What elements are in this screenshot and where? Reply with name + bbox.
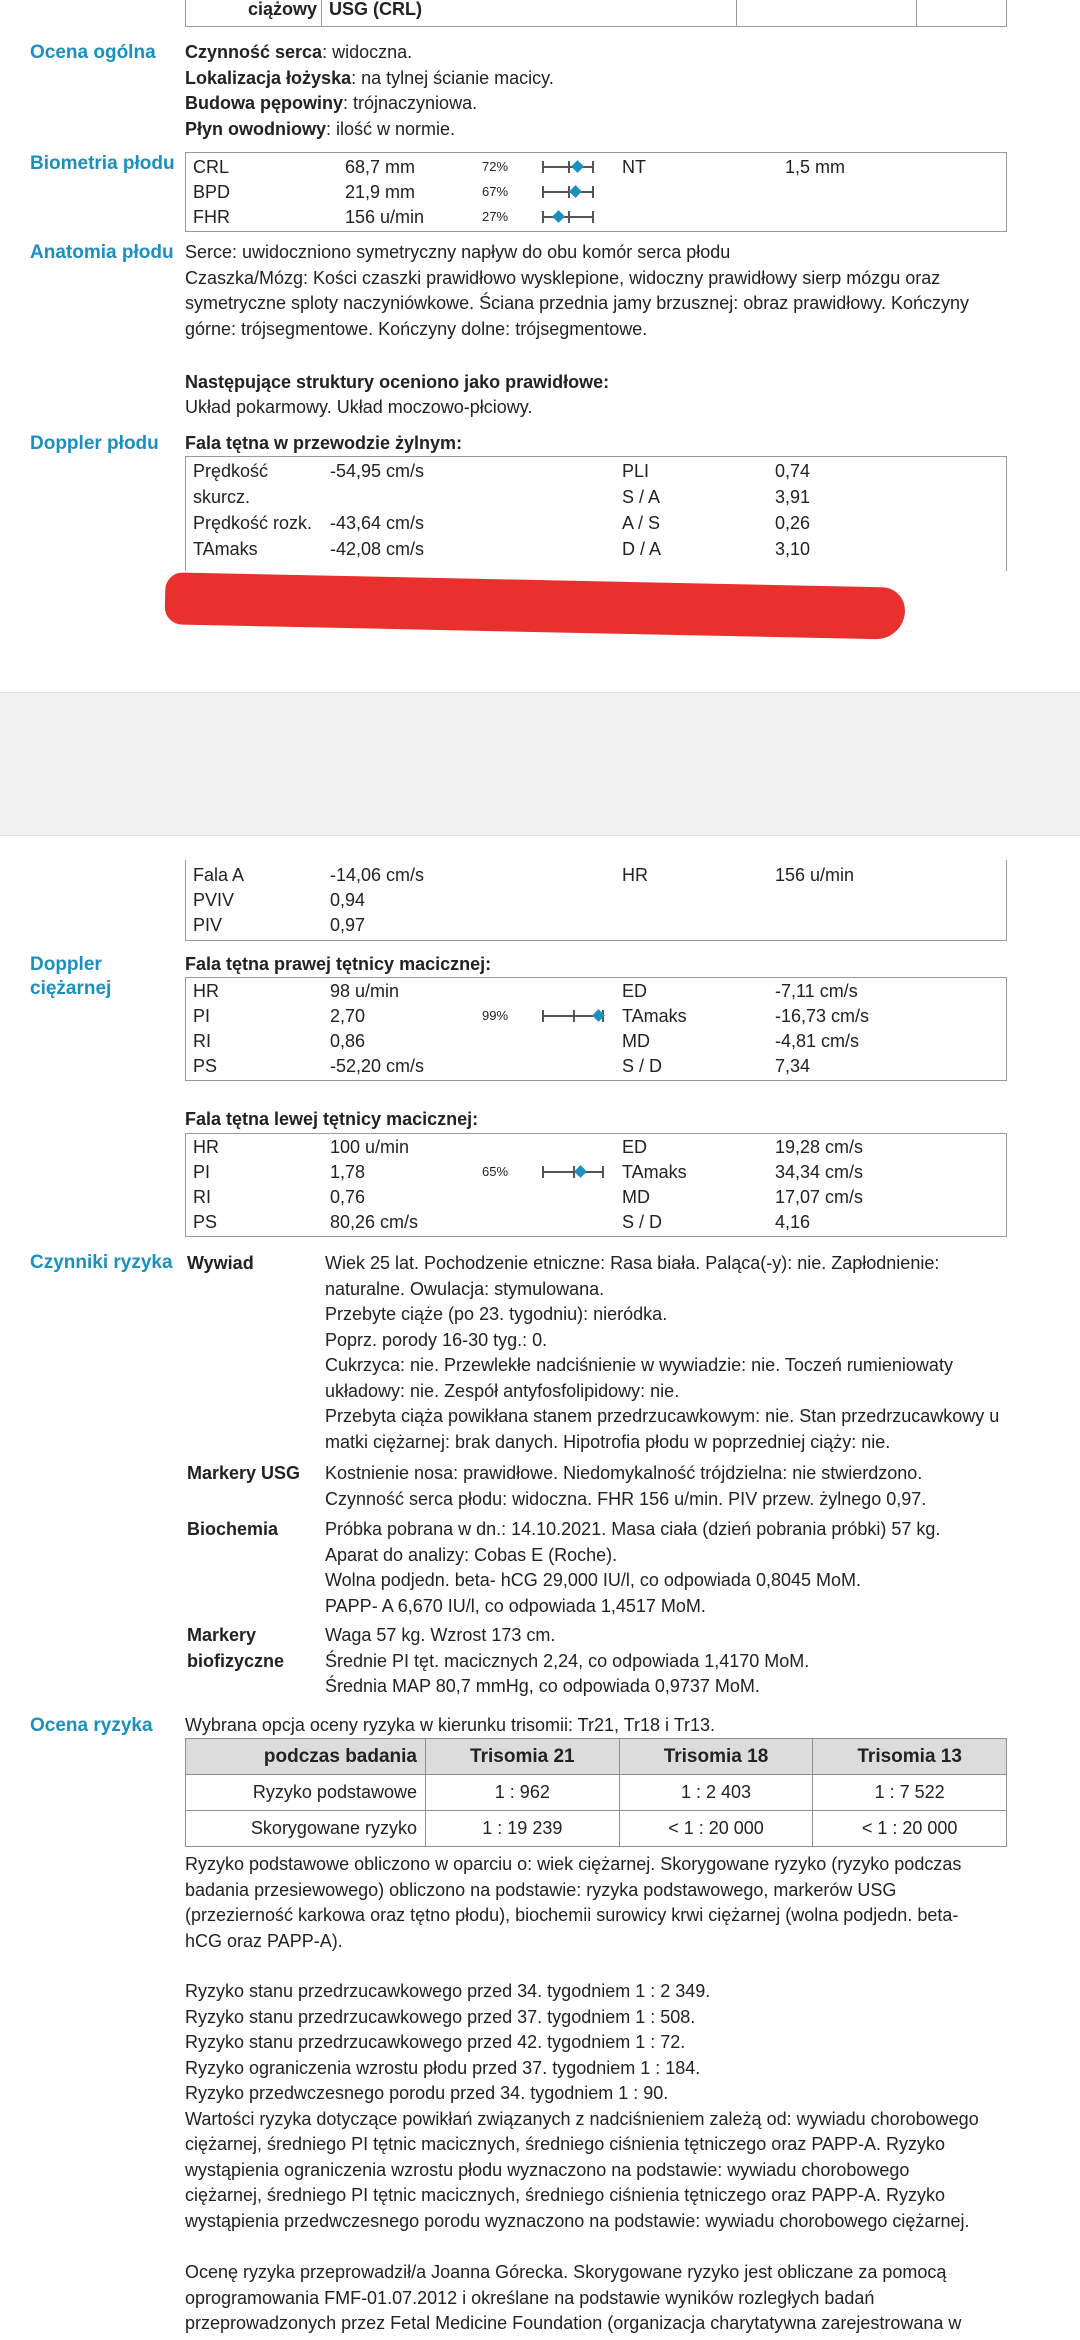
doppler-plodu-row2-col2: A / S	[622, 513, 661, 533]
gauge-tick	[573, 1010, 575, 1022]
text-line: ciężarnej, średniego PI tętnic macicznych, średniego ciśnienia tętniczego oraz PAPP-A. Ryzyko	[185, 2134, 946, 2154]
ocena-ryzyka-intro: Wybrana opcja oceny ryzyka w kierunku trisomii: Tr21, Tr18 i Tr13.	[185, 1715, 716, 1735]
text-line: matki ciężarnej: brak danych. Hipotrofia płodu w poprzedniej ciąży: nie.	[325, 1431, 891, 1452]
wywiad-text	[325, 1251, 999, 1455]
lewa-tetnica-row2-col3: 17,07 cm/s	[775, 1187, 864, 1207]
risk-head-col3: Trisomia 13	[813, 1739, 1007, 1775]
section-label-ocena-ogolna: Ocena ogólna	[30, 42, 156, 63]
text-line: Przebyte ciąże (po 23. tygodniu): nieródka.	[325, 1304, 668, 1324]
lewa-tetnica-row1-col3: 34,34 cm/s	[775, 1162, 864, 1182]
biometria-row-fhr: FHR	[193, 207, 230, 227]
lewa-tetnica-row1-col2: TAmaks	[622, 1162, 687, 1182]
risk-cell: 1 : 19 239	[426, 1811, 620, 1847]
section-label-doppler-ciezarnej: Doppler ciężarnej	[30, 954, 112, 999]
prawa-tetnica-row0-col1: 98 u/min	[330, 981, 400, 1001]
biometria-nt-value: 1,5 mm	[785, 157, 846, 177]
prawa-tetnica-row1-col2: TAmaks	[622, 1006, 687, 1026]
prawa-tetnica-box	[185, 977, 1007, 1081]
section-label-biometria: Biometria płodu	[30, 153, 175, 174]
risk-head-col2: Trisomia 18	[619, 1739, 813, 1775]
prawa-tetnica-row2-col0: RI	[193, 1031, 211, 1051]
doppler-plodu-row1-col3: 3,91	[775, 487, 811, 507]
doppler-plodu-row3-col0: TAmaks	[193, 539, 258, 559]
gauge-tick	[542, 211, 544, 223]
text-line: Średnia MAP 80,7 mmHg, co odpowiada 0,9737 MoM.	[325, 1676, 760, 1696]
top-cell-left: ciążowy	[248, 0, 318, 19]
doppler-plodu-row2-col1: -43,64 cm/s	[330, 513, 425, 533]
biometria-box	[185, 152, 1007, 232]
text-line: Ryzyko stanu przedrzucawkowego przed 37. tygodniem 1 : 508.	[185, 2006, 696, 2027]
prawa-tetnica-row3-col2: S / D	[622, 1056, 663, 1076]
gauge-tick	[592, 186, 594, 198]
prawa-tetnica-percentile-bar	[542, 1010, 604, 1022]
doppler-plodu-row0-col1: -54,95 cm/s	[330, 461, 425, 481]
wywiad-label: Wywiad	[187, 1253, 254, 1273]
doppler-plodu-row0-col3: 0,74	[775, 461, 811, 481]
doppler-plodu-row2-col3: 0,26	[775, 513, 811, 533]
markery-biofizyczne-text	[325, 1623, 809, 1700]
gauge-tick	[542, 161, 544, 173]
risk-head-col0: podczas badania	[186, 1739, 426, 1775]
biometria-row-bpd: BPD	[193, 182, 231, 202]
lewa-tetnica-row3-col0: PS	[193, 1212, 218, 1232]
lewa-tetnica-row2-col2: MD	[622, 1187, 650, 1207]
text-line: Ryzyko stanu przedrzucawkowego przed 34. tygodniem 1 : 2 349.	[185, 1981, 711, 2001]
gauge-tick	[568, 161, 570, 173]
risk-cell: 1 : 7 522	[813, 1775, 1007, 1811]
complication-risk-list	[185, 1979, 979, 2234]
doppler-plodu-title: Fala tętna w przewodzie żylnym:	[185, 433, 463, 453]
doppler-plodu-cont-row0-col3: 156 u/min	[775, 865, 855, 885]
text-line: Ryzyko stanu przedrzucawkowego przed 42. tygodniem 1 : 72.	[185, 2032, 686, 2052]
gauge-marker	[569, 185, 582, 198]
prawa-tetnica-row0-col0: HR	[193, 981, 219, 1001]
text-line: PAPP- A 6,670 IU/l, co odpowiada 1,4517 MoM.	[325, 1595, 706, 1616]
lewa-tetnica-pct: 65%	[482, 1164, 509, 1179]
doppler-plodu-row3-col2: D / A	[622, 539, 662, 559]
lewa-tetnica-row3-col3: 4,16	[775, 1212, 811, 1232]
gauge-marker	[575, 1165, 588, 1178]
markery-usg-label: Markery USG	[187, 1463, 301, 1483]
text-line: Czynność serca płodu: widoczna. FHR 156 u/min. PIV przew. żylnego 0,97.	[325, 1488, 927, 1509]
risk-row-label: Skorygowane ryzyko	[186, 1811, 426, 1847]
gauge-tick	[542, 186, 544, 198]
percentile-bar-crl	[542, 161, 594, 173]
text-line: Ryzyko podstawowe obliczono w oparciu o: wiek ciężarnej. Skorygowane ryzyko (ryzyko podczas	[185, 1854, 962, 1874]
text-line: przeprowadzonych przez Fetal Medicine Foundation (organizacja charytatywna zarejestrowana w	[185, 2313, 962, 2333]
text-line: Waga 57 kg. Wzrost 173 cm.	[325, 1625, 556, 1645]
doppler-plodu-row3-col1: -42,08 cm/s	[330, 539, 425, 559]
prawa-tetnica-row1-col1: 2,70	[330, 1006, 366, 1026]
doppler-plodu-cont-box	[185, 860, 1007, 941]
text-line: Przebyta ciąża powikłana stanem przedrzucawkowym: nie. Stan przedrzucawkowy u	[325, 1406, 1000, 1426]
struktury-text: Układ pokarmowy. Układ moczowo-płciowy.	[185, 397, 533, 417]
text-line: hCG oraz PAPP-A).	[185, 1930, 343, 1951]
text-line: Ryzyko ograniczenia wzrostu płodu przed 37. tygodniem 1 : 184.	[185, 2057, 701, 2078]
prawa-tetnica-row3-col0: PS	[193, 1056, 218, 1076]
text-line: naturalne. Owulacja: stymulowana.	[325, 1278, 605, 1299]
page-break	[0, 692, 1080, 836]
doppler-plodu-cont-row0-col0: Fala A	[193, 865, 245, 885]
percentile-bar-fhr	[542, 211, 594, 223]
risk-cell: 1 : 962	[426, 1775, 620, 1811]
section-label-anatomia: Anatomia płodu	[30, 242, 174, 263]
anatomia-text: Serce: uwidoczniono symetryczny napływ do obu komór serca płodu Czaszka/Mózg: Kości czaszki prawidłowo wysklepione, widoczny prawidłowy sierp mózgu oraz symetryczne sploty naczyniówkowe. Ściana przednia jamy brzusznej: obraz prawidłowy. Kończyny górne: trójsegmentowe. Kończyny dolne: trójsegmentowe.	[185, 242, 970, 339]
prawa-tetnica-row3-col3: 7,34	[775, 1056, 811, 1076]
risk-cell: < 1 : 20 000	[619, 1811, 813, 1847]
doppler-plodu-row0-col2: PLI	[622, 461, 650, 481]
markery-usg-text	[325, 1461, 926, 1512]
text-line: badania przesiewowego) obliczono na podstawie: ryzyka podstawowego, markerów USG	[185, 1879, 897, 1900]
text-line: Ryzyko przedwczesnego porodu przed 34. tygodniem 1 : 90.	[185, 2083, 669, 2103]
lewa-tetnica-row3-col1: 80,26 cm/s	[330, 1212, 419, 1232]
lewa-tetnica-row1-col0: PI	[193, 1162, 211, 1182]
lewa-tetnica-percentile-bar	[542, 1166, 604, 1178]
text-line: Próbka pobrana w dn.: 14.10.2021. Masa ciała (dzień pobrania próbki) 57 kg.	[325, 1519, 941, 1539]
doppler-plodu-cont-row2-col0: PIV	[193, 915, 223, 935]
doppler-plodu-row0-col0: Prędkość	[193, 461, 269, 481]
text-line: (przezierność karkowa oraz tętno płodu), biochemii surowicy krwi ciężarnej (wolna podjedn. beta-	[185, 1905, 959, 1925]
lewa-tetnica-row0-col0: HR	[193, 1137, 219, 1157]
prawa-tetnica-title: Fala tętna prawej tętnicy macicznej:	[185, 954, 492, 974]
lewa-tetnica-row1-col1: 1,78	[330, 1162, 366, 1182]
risk-cell: 1 : 2 403	[619, 1775, 813, 1811]
prawa-tetnica-row3-col1: -52,20 cm/s	[330, 1056, 425, 1076]
biometria-fhr-value: 156 u/min	[345, 207, 425, 227]
lewa-tetnica-row0-col3: 19,28 cm/s	[775, 1137, 864, 1157]
biochemia-text	[325, 1517, 940, 1619]
gauge-marker	[571, 160, 584, 173]
biometria-crl-value: 68,7 mm	[345, 157, 416, 177]
biometria-bpd-value: 21,9 mm	[345, 182, 416, 202]
prawa-tetnica-row2-col1: 0,86	[330, 1031, 366, 1051]
text-line: Cukrzyca: nie. Przewlekłe nadciśnienie w wywiadzie: nie. Toczeń rumieniowaty	[325, 1355, 953, 1375]
gauge-marker	[552, 210, 565, 223]
text-line: Średnie PI tęt. macicznych 2,24, co odpowiada 1,4170 MoM.	[325, 1650, 810, 1671]
prawa-tetnica-row0-col3: -7,11 cm/s	[775, 981, 858, 1001]
ocena-ogolna-text: Czynność serca: widoczna. Lokalizacja łożyska: na tylnej ścianie macicy. Budowa pępowiny: trójnaczyniowa. Płyn owodniowy: ilość w normie.	[185, 42, 554, 139]
text-line: Aparat do analizy: Cobas E (Roche).	[325, 1544, 618, 1565]
prawa-tetnica-row2-col3: -4,81 cm/s	[775, 1031, 860, 1051]
biometria-row-crl: CRL	[193, 157, 230, 177]
lewa-tetnica-row0-col1: 100 u/min	[330, 1137, 410, 1157]
risk-head-col1: Trisomia 21	[426, 1739, 620, 1775]
doppler-plodu-cont-row0-col1: -14,06 cm/s	[330, 865, 425, 885]
lewa-tetnica-title: Fala tętna lewej tętnicy macicznej:	[185, 1109, 479, 1129]
doppler-plodu-row2-col0: Prędkość rozk.	[193, 513, 313, 533]
prawa-tetnica-pct: 99%	[482, 1008, 509, 1023]
biochemia-label: Biochemia	[187, 1519, 279, 1539]
lewa-tetnica-box	[185, 1133, 1007, 1237]
markery-biofizyczne-label: Markery biofizyczne	[187, 1625, 285, 1671]
redaction-mark	[165, 572, 906, 639]
text-line: ciężarnej, średniego PI tętnic macicznych, średniego ciśnienia tętniczego oraz PAPP-A. Ryzyko	[185, 2185, 946, 2205]
lewa-tetnica-row2-col0: RI	[193, 1187, 211, 1207]
top-cell-right: USG (CRL)	[329, 0, 422, 19]
doppler-plodu-row3-col3: 3,10	[775, 539, 811, 559]
lewa-tetnica-row2-col1: 0,76	[330, 1187, 366, 1207]
text-line: układowy: nie. Zespół antyfosfolipidowy: nie.	[325, 1380, 680, 1401]
gauge-tick	[592, 211, 594, 223]
doppler-plodu-row1-col2: S / A	[622, 487, 661, 507]
prawa-tetnica-row0-col2: ED	[622, 981, 648, 1001]
struktury-title: Następujące struktury oceniono jako prawidłowe:	[185, 372, 610, 392]
doppler-plodu-cont-row1-col1: 0,94	[330, 890, 366, 910]
gauge-tick	[542, 1166, 544, 1178]
lewa-tetnica-row3-col2: S / D	[622, 1212, 663, 1232]
gauge-tick	[568, 211, 570, 223]
prawa-tetnica-row1-col3: -16,73 cm/s	[775, 1006, 870, 1026]
biometria-fhr-pct: 27%	[482, 209, 509, 224]
gauge-tick	[602, 1166, 604, 1178]
text-line: wystąpienia przedwczesnego porodu wyznaczono na podstawie: wywiadu chorobowego ciężarnej.	[185, 2210, 970, 2231]
text-line: Poprz. porody 16-30 tyg.: 0.	[325, 1329, 548, 1350]
section-label-ocena-ryzyka: Ocena ryzyka	[30, 1715, 153, 1736]
risk-cell: < 1 : 20 000	[813, 1811, 1007, 1847]
risk-footer-text	[185, 2260, 961, 2337]
risk-table	[185, 1738, 1007, 1847]
doppler-plodu-cont-row2-col1: 0,97	[330, 915, 366, 935]
section-label-czynniki-ryzyka: Czynniki ryzyka	[30, 1252, 173, 1273]
section-label-doppler-plodu: Doppler płodu	[30, 433, 159, 454]
percentile-bar-bpd	[542, 186, 594, 198]
gauge-tick	[542, 1010, 544, 1022]
text-line: wystąpienia ograniczenia wzrostu płodu wyznaczono na podstawie: wywiadu chorobowego	[185, 2159, 910, 2180]
lewa-tetnica-row0-col2: ED	[622, 1137, 648, 1157]
text-line: Ocenę ryzyka przeprowadził/a Joanna Górecka. Skorygowane ryzyko jest obliczane za pomocą	[185, 2262, 947, 2282]
risk-explanation	[185, 1852, 961, 1954]
prawa-tetnica-row2-col2: MD	[622, 1031, 650, 1051]
doppler-plodu-cont-row0-col2: HR	[622, 865, 648, 885]
text-line: Kostnienie nosa: prawidłowe. Niedomykalność trójdzielna: nie stwierdzono.	[325, 1463, 923, 1483]
biometria-bpd-pct: 67%	[482, 184, 509, 199]
gauge-tick	[592, 161, 594, 173]
text-line: oprogramowania FMF-01.07.2012 i określane na podstawie wyników rozległych badań	[185, 2287, 875, 2308]
text-line: Wiek 25 lat. Pochodzenie etniczne: Rasa biała. Paląca(-y): nie. Zapłodnienie:	[325, 1253, 940, 1273]
doppler-plodu-row1-col0: skurcz.	[193, 487, 251, 507]
biometria-crl-pct: 72%	[482, 159, 509, 174]
text-line: Wolna podjedn. beta- hCG 29,000 IU/l, co odpowiada 0,8045 MoM.	[325, 1570, 862, 1590]
prawa-tetnica-row1-col0: PI	[193, 1006, 211, 1026]
biometria-nt-label: NT	[622, 157, 646, 177]
text-line: Wartości ryzyka dotyczące powikłań związanych z nadciśnieniem zależą od: wywiadu chorobowego	[185, 2108, 979, 2129]
top-table-fragment	[185, 0, 1007, 27]
doppler-plodu-cont-row1-col0: PVIV	[193, 890, 235, 910]
risk-row-label: Ryzyko podstawowe	[186, 1775, 426, 1811]
